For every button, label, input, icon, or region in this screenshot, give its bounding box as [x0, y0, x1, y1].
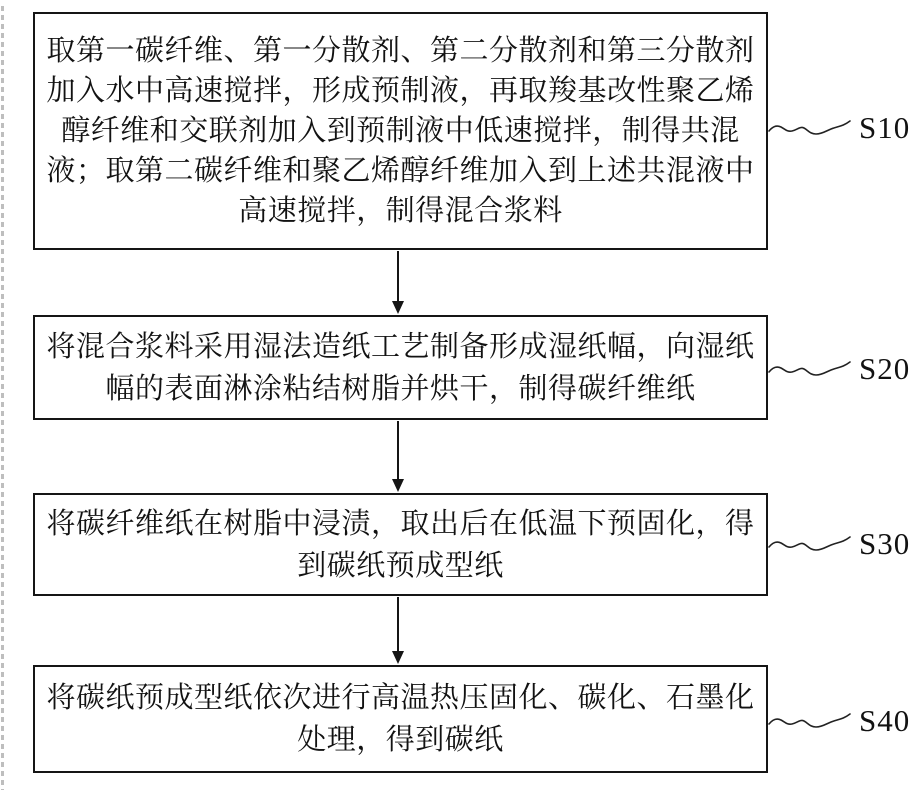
squiggle-leader-line-icon — [768, 531, 852, 557]
reference-connector-s30 — [768, 526, 910, 562]
step-box-s20 — [33, 315, 768, 420]
step-label-s10: S10 — [859, 110, 911, 145]
step-s30-text-line-2: 到碳纸预成型纸 — [297, 549, 504, 582]
reference-connector-s20 — [768, 351, 910, 387]
reference-connector-s10 — [768, 110, 910, 146]
step-s10-text-line-4: 液；取第二碳纤维和聚乙烯醇纤维加入到上述共混液中 — [46, 155, 755, 187]
step-label-s30: S30 — [859, 526, 911, 561]
squiggle-leader-line-icon — [768, 115, 852, 141]
squiggle-leader-line-icon — [768, 708, 852, 734]
step-label-s20: S20 — [859, 351, 911, 386]
arrow-down-icon — [391, 421, 405, 492]
step-s40-text-line-2: 处理，得到碳纸 — [297, 724, 504, 756]
step-label-s40: S40 — [859, 703, 911, 738]
step-box-s30 — [33, 493, 768, 596]
step-s30-text-line-1: 将碳纤维纸在树脂中浸渍，取出后在低温下预固化，得 — [46, 507, 755, 540]
step-box-s40 — [33, 665, 768, 773]
squiggle-leader-line-icon — [768, 356, 852, 382]
step-s40-text-line-1: 将碳纸预成型纸依次进行高温热压固化、碳化、石墨化 — [46, 682, 755, 714]
step-s10-text-line-1: 取第一碳纤维、第一分散剂、第二分散剂和第三分散剂 — [46, 35, 755, 67]
step-box-s10 — [33, 12, 768, 250]
step-s10-text-line-5: 高速搅拌，制得混合浆料 — [238, 195, 563, 227]
arrow-down-icon — [391, 597, 405, 664]
step-s10-text-line-3: 醇纤维和交联剂加入到预制液中低速搅拌，制得共混 — [61, 115, 740, 147]
step-s20-text-line-1: 将混合浆料采用湿法造纸工艺制备形成湿纸幅，向湿纸 — [46, 330, 755, 363]
scan-artifact-line — [1, 6, 4, 790]
arrow-down-icon — [391, 251, 405, 314]
reference-connector-s40 — [768, 703, 910, 739]
step-s10-text-line-2: 加入水中高速搅拌，形成预制液，再取羧基改性聚乙烯 — [46, 75, 755, 107]
step-s20-text-line-2: 幅的表面淋涂粘结树脂并烘干，制得碳纤维纸 — [105, 372, 696, 405]
